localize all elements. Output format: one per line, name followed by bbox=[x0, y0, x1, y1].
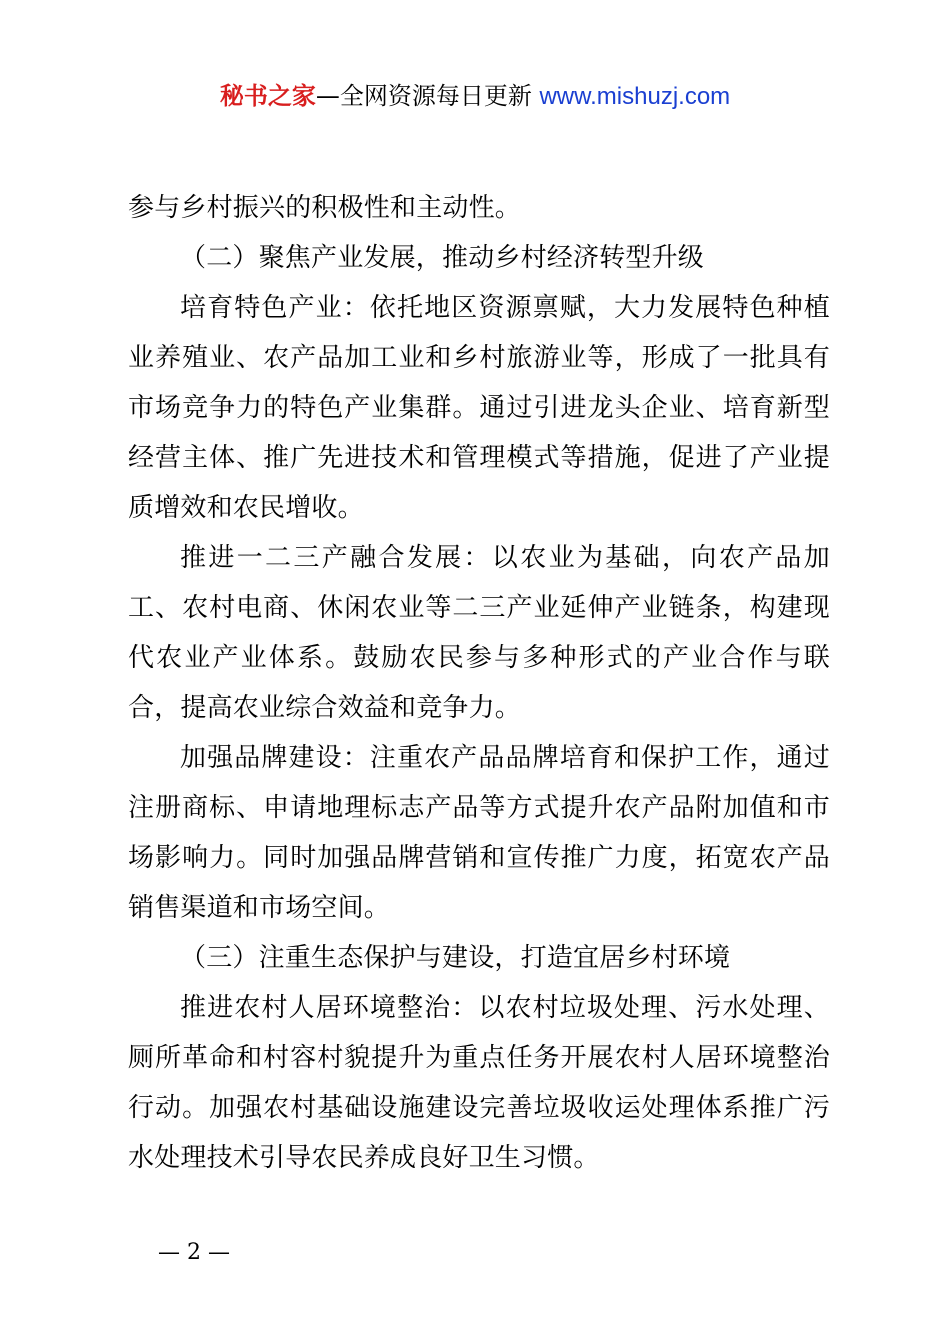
document-body bbox=[128, 183, 830, 1183]
page-number: — 2 — bbox=[158, 1240, 230, 1265]
section-heading-3: （三）注重生态保护与建设，打造宜居乡村环境 bbox=[180, 943, 731, 973]
paragraph-industry-integration: 推进一二三产融合发展：以农业为基础，向农产品加工、农村电商、休闲农业等二三产业延伸产业链条，构建现代农业产业体系。鼓励农民参与多种形式的产业合作与联合，提高农业综合效益和竞争力。 bbox=[128, 543, 830, 723]
paragraph-environment: 推进农村人居环境整治：以农村垃圾处理、污水处理、厕所革命和村容村貌提升为重点任务开展农村人居环境整治行动。加强农村基础设施建设完善垃圾收运处理体系推广污水处理技术引导农民养成良好卫生习惯。 bbox=[128, 993, 830, 1173]
header-slogan: —全网资源每日更新 bbox=[315, 82, 540, 110]
site-header bbox=[0, 78, 950, 115]
header-url: www.mishuzj.com bbox=[539, 83, 731, 110]
paragraph-brand-building: 加强品牌建设：注重农产品品牌培育和保护工作，通过注册商标、申请地理标志产品等方式提升农产品附加值和市场影响力。同时加强品牌营销和宣传推广力度，拓宽农产品销售渠道和市场空间。 bbox=[128, 743, 830, 923]
paragraph-continuation: 参与乡村振兴的积极性和主动性。 bbox=[128, 193, 522, 223]
section-heading-2: （二）聚焦产业发展，推动乡村经济转型升级 bbox=[180, 243, 705, 273]
brand-name: 秘书之家 bbox=[219, 82, 316, 110]
paragraph-featured-industry: 培育特色产业：依托地区资源禀赋，大力发展特色种植业养殖业、农产品加工业和乡村旅游业等，形成了一批具有市场竞争力的特色产业集群。通过引进龙头企业、培育新型经营主体、推广先进技术和管理模式等措施，促进了产业提质增效和农民增收。 bbox=[128, 293, 830, 523]
